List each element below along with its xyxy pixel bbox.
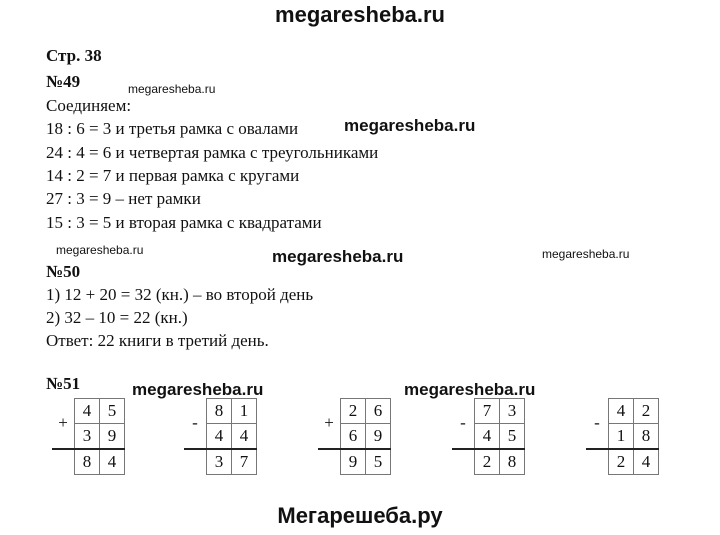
watermark: megaresheba.ru [344, 116, 476, 135]
site-title-top: megaresheba.ru [275, 2, 445, 27]
result-cell: 8 [75, 449, 100, 475]
digit-cell: 1 [609, 424, 634, 450]
digit-cell: 2 [634, 399, 659, 424]
digit-cell: 4 [207, 424, 232, 450]
digit-cell: 6 [366, 399, 391, 424]
task-49-line: 18 : 6 = 3 и третья рамка с овалами [46, 119, 299, 138]
result-cell: 2 [609, 449, 634, 475]
task-49-line: 27 : 3 = 9 – нет рамки [46, 189, 201, 208]
task-49-line: 15 : 3 = 5 и вторая рамка с квадратами [46, 213, 322, 232]
digit-cell: 7 [475, 399, 500, 424]
digit-cell: 9 [366, 424, 391, 450]
task-49-number: №49 [46, 72, 81, 91]
column-subtraction-2 [452, 398, 525, 475]
result-cell: 4 [634, 449, 659, 475]
column-addition-2 [318, 398, 391, 475]
operator-sign: + [58, 413, 68, 433]
result-cell: 2 [475, 449, 500, 475]
digit-cell: 6 [341, 424, 366, 450]
task-50-answer: Ответ: 22 книги в третий день. [46, 331, 269, 350]
digit-cell: 9 [100, 424, 125, 450]
task-50-line: 2) 32 – 10 = 22 (кн.) [46, 308, 188, 327]
task-49-line: 24 : 4 = 6 и четвертая рамка с треугольниками [46, 143, 379, 162]
result-cell: 7 [232, 449, 257, 475]
task-51-number: №51 [46, 374, 81, 393]
page-label: Стр. 38 [46, 46, 102, 65]
digit-cell: 3 [75, 424, 100, 450]
site-title-bottom: Мегарешеба.ру [277, 503, 443, 528]
task-49-line: Соединяем: [46, 96, 132, 115]
watermark: megaresheba.ru [56, 243, 144, 257]
watermark: megaresheba.ru [272, 247, 404, 266]
digit-cell: 3 [500, 399, 525, 424]
digit-cell: 1 [232, 399, 257, 424]
column-addition-1 [52, 398, 125, 475]
digit-cell: 4 [75, 399, 100, 424]
column-subtraction-1 [184, 398, 257, 475]
digit-cell: 5 [100, 399, 125, 424]
digit-cell: 4 [609, 399, 634, 424]
digit-cell: 4 [232, 424, 257, 450]
column-subtraction-3 [586, 398, 659, 475]
operator-sign: + [324, 413, 334, 433]
task-50-line: 1) 12 + 20 = 32 (кн.) – во второй день [46, 285, 314, 304]
digit-cell: 4 [475, 424, 500, 450]
watermark: megaresheba.ru [132, 380, 264, 399]
result-cell: 8 [500, 449, 525, 475]
result-cell: 3 [207, 449, 232, 475]
operator-sign: - [460, 413, 466, 433]
task-50-number: №50 [46, 262, 81, 281]
watermark: megaresheba.ru [128, 82, 216, 96]
digit-cell: 5 [500, 424, 525, 450]
operator-sign: - [192, 413, 198, 433]
result-cell: 9 [341, 449, 366, 475]
operator-sign: - [594, 413, 600, 433]
digit-cell: 8 [207, 399, 232, 424]
digit-cell: 2 [341, 399, 366, 424]
watermark: megaresheba.ru [404, 380, 536, 399]
result-cell: 5 [366, 449, 391, 475]
digit-cell: 8 [634, 424, 659, 450]
watermark: megaresheba.ru [542, 247, 630, 261]
result-cell: 4 [100, 449, 125, 475]
task-49-line: 14 : 2 = 7 и первая рамка с кругами [46, 166, 300, 185]
